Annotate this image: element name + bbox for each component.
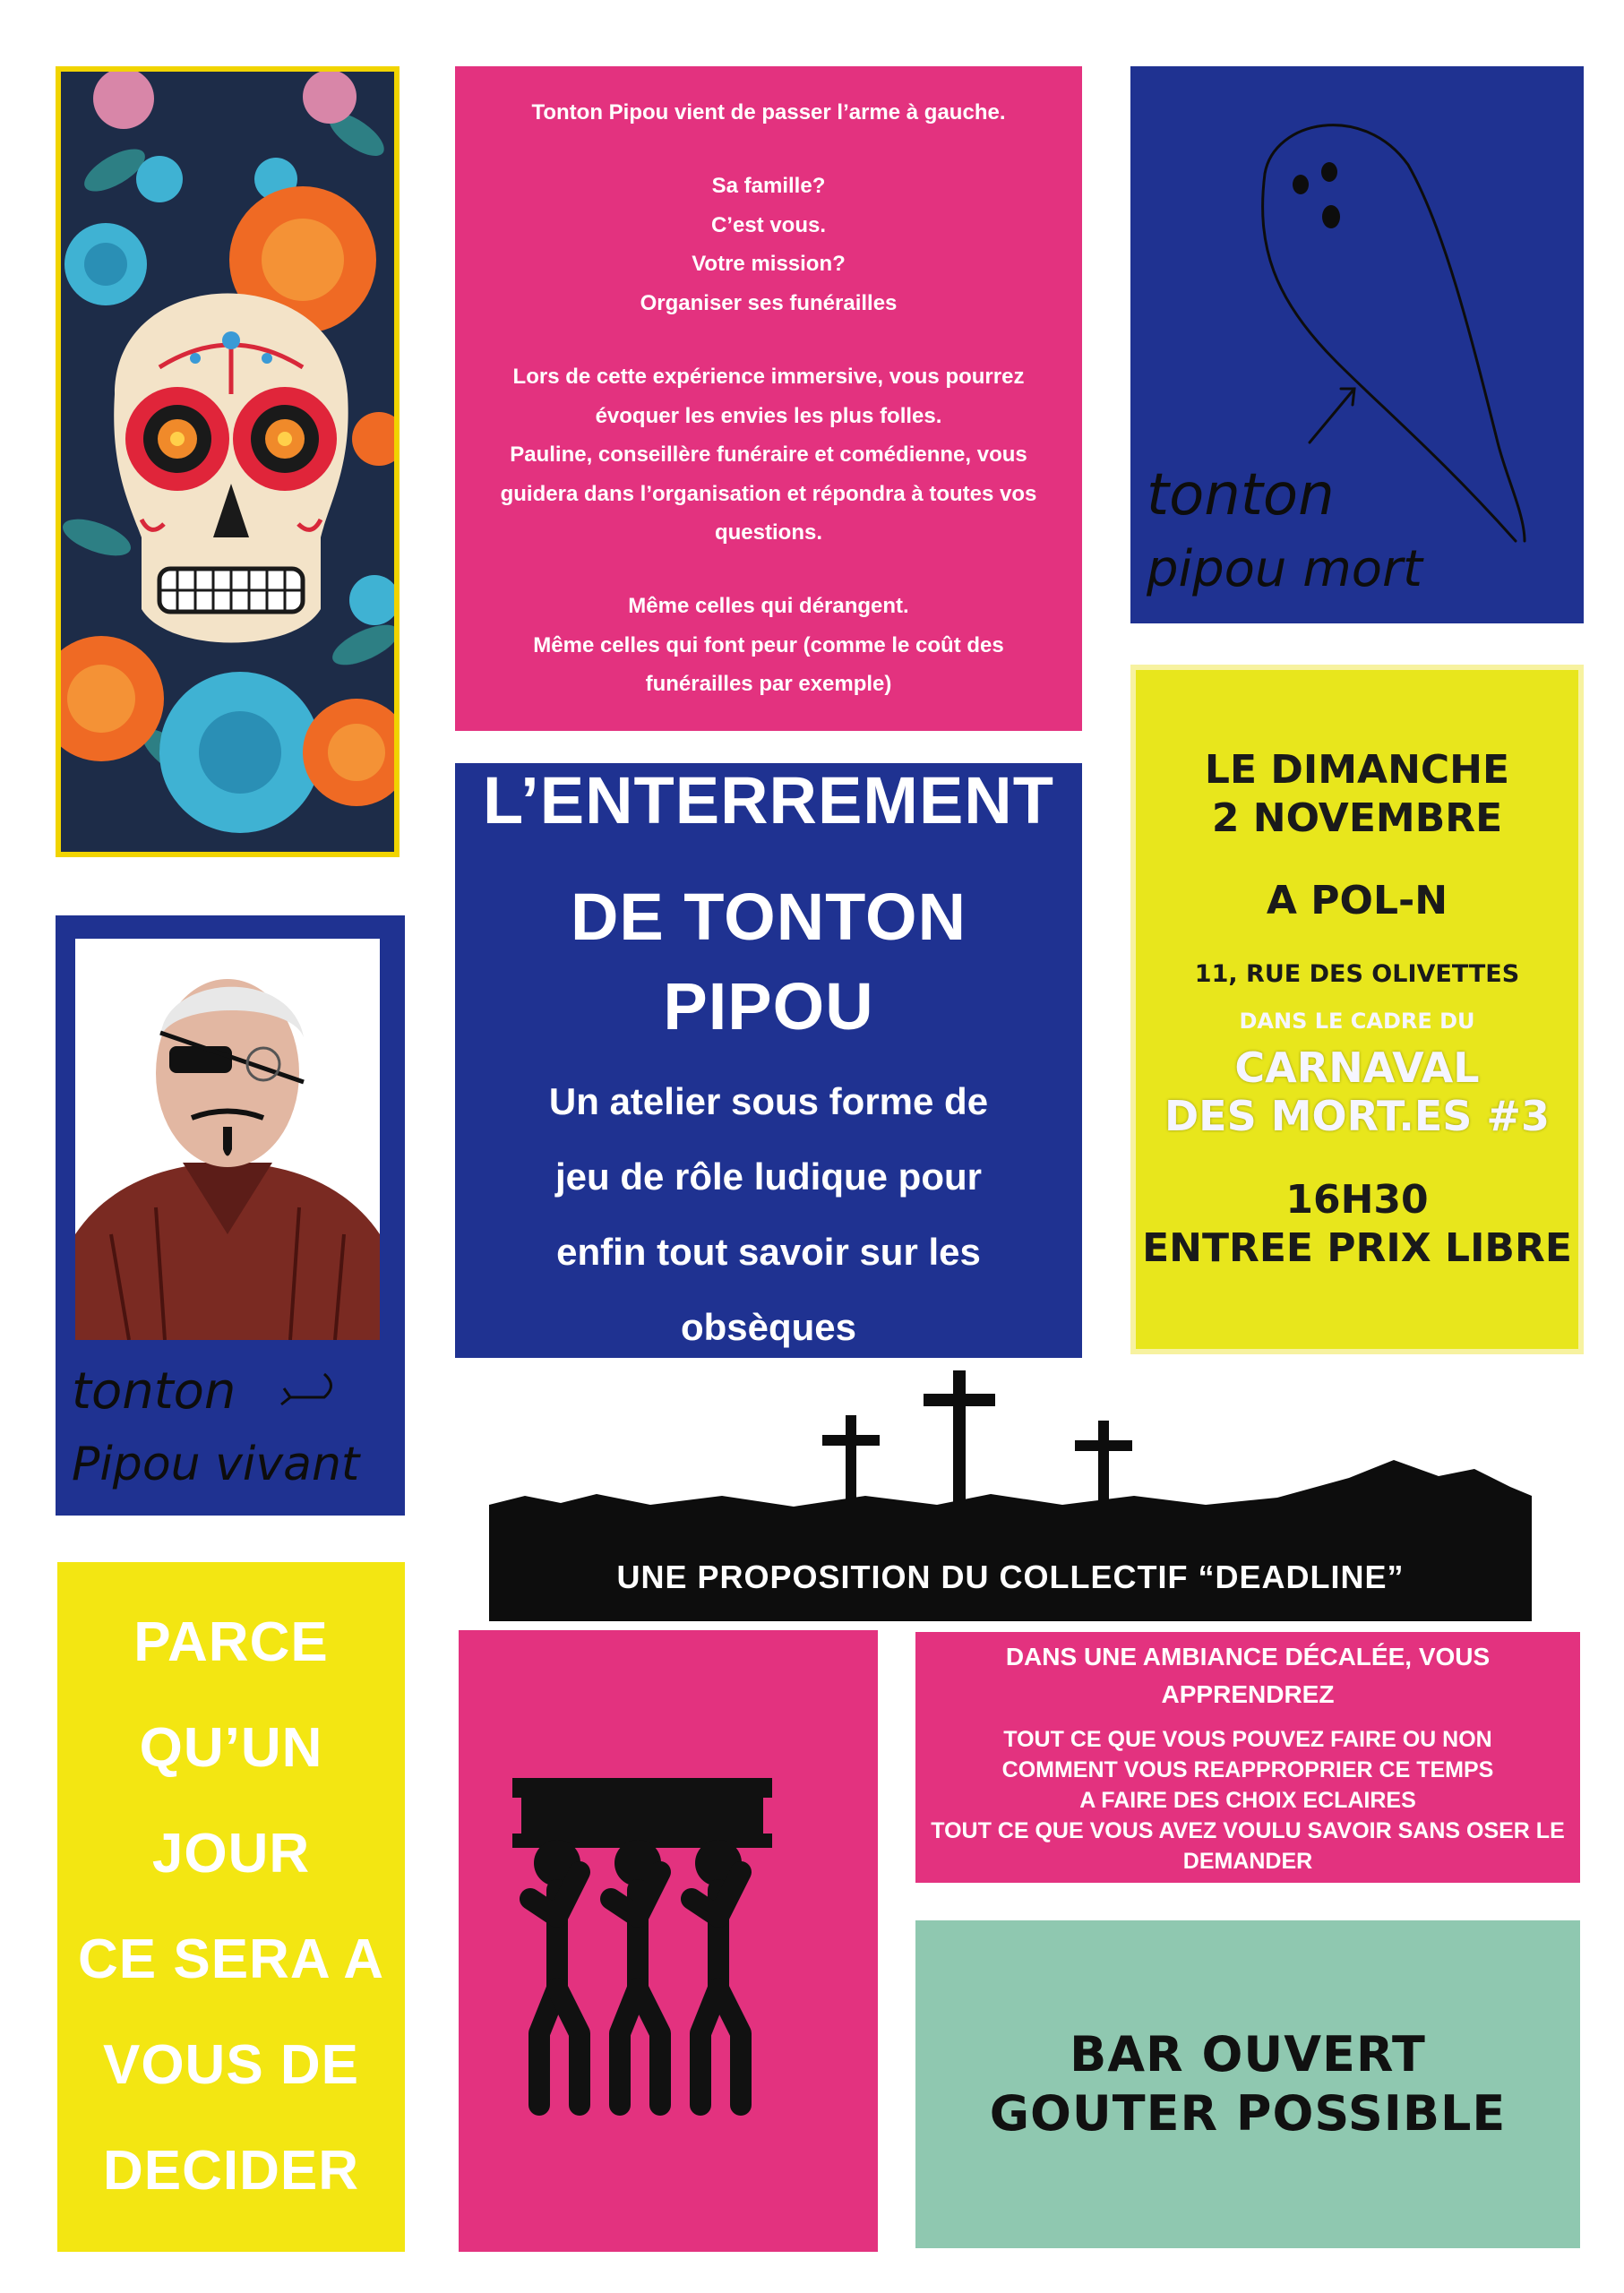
pipou-alive-panel [56,915,405,1516]
title-line2: DE TONTON PIPOU [570,880,967,1043]
pipou-photo [75,939,380,1340]
context: DANS LE CADRE DU [1239,1009,1475,1034]
intro-line: Même celles qui font peur (comme le coût des [533,632,1004,657]
intro-line: Tonton Pipou vient de passer l’arme à gauche. [531,100,1006,125]
ambiance-heading: DANS UNE AMBIANCE DÉCALÉE, VOUS APPRENDREZ [1005,1643,1491,1708]
parce-line: DECIDER [102,2140,360,2202]
subtitle-line1: Un atelier sous forme de [548,1080,989,1122]
intro-line: funérailles par exemple) [645,672,892,697]
ghost-drawing-panel [1130,66,1584,623]
intro-line: Même celles qui dérangent. [628,594,909,619]
parce-panel [57,1562,405,2252]
collective-label: UNE PROPOSITION DU COLLECTIF “DEADLINE” [616,1559,1405,1595]
parce-line: VOUS DE [102,2034,360,2096]
subtitle-line3: enfin tout savoir sur les [556,1231,981,1273]
pallbearers-icon [459,1630,878,2252]
intro-text-panel [455,66,1082,731]
subtitle-line2: jeu de rôle ludique pour [554,1155,982,1198]
parce-line: PARCE [133,1611,329,1673]
time: 16H30 [1285,1177,1429,1223]
ambiance-line: TOUT CE QUE VOUS POUVEZ FAIRE OU NON [1003,1727,1492,1752]
intro-line: Votre mission? [692,252,846,277]
bar-panel [915,1920,1580,2248]
carnaval-line1: CARNAVAL [1234,1043,1480,1092]
collective-banner [489,1370,1532,1621]
parce-line: QU’UN JOUR [139,1717,323,1885]
sugar-skull-icon [61,72,394,852]
subtitle-line4: obsèques [680,1306,857,1348]
alive-caption-line2: Pipou vivant [72,1438,360,1491]
ambiance-line: TOUT CE QUE VOUS AVEZ VOULU SAVOIR SANS OSER LE [931,1818,1565,1843]
title-panel [455,763,1082,1358]
arrow-icon [281,1374,331,1404]
date-line2: 2 NOVEMBRE [1211,795,1503,841]
place: A POL-N [1266,878,1448,923]
ghost-caption-line2: pipou mort [1147,540,1422,598]
intro-line: évoquer les envies les plus folles. [595,403,942,428]
bar-line2: GOUTER POSSIBLE [989,2085,1507,2142]
bar-line1: BAR OUVERT [1070,2026,1426,2083]
old-man-portrait-icon [75,939,380,1340]
price: ENTREE PRIX LIBRE [1142,1225,1572,1271]
alive-caption-line1: tonton [72,1362,236,1421]
intro-line: guidera dans l’organisation et répondra à toutes vos [500,481,1037,506]
date-line1: LE DIMANCHE [1204,747,1510,793]
intro-line: Sa famille? [711,174,826,199]
intro-line: Organiser ses funérailles [640,290,898,315]
ambiance-panel [915,1632,1580,1883]
ambiance-line: COMMENT VOUS REAPPROPRIER CE TEMPS [1001,1757,1494,1782]
pallbearers-panel [459,1630,878,2252]
intro-line: questions. [714,520,822,545]
sugar-skull-image [56,66,400,857]
ambiance-line: DEMANDER [1182,1849,1313,1874]
carnaval-line2: DES MORT.ES #3 [1164,1092,1550,1140]
ghost-icon [1130,66,1584,623]
ghost-caption-line1: tonton [1147,462,1335,528]
title-line1: L’ENTERREMENT [483,763,1054,837]
intro-line: C’est vous. [710,212,827,237]
intro-line: Lors de cette expérience immersive, vous pourrez [512,365,1025,390]
event-info-panel [1130,665,1584,1354]
address: 11, RUE DES OLIVETTES [1194,960,1520,988]
alive-caption [56,1345,405,1516]
intro-line: Pauline, conseillère funéraire et comédienne, vous [510,442,1027,468]
ambiance-line: A FAIRE DES CHOIX ECLAIRES [1079,1788,1416,1813]
parce-line: CE SERA A [77,1928,384,1990]
